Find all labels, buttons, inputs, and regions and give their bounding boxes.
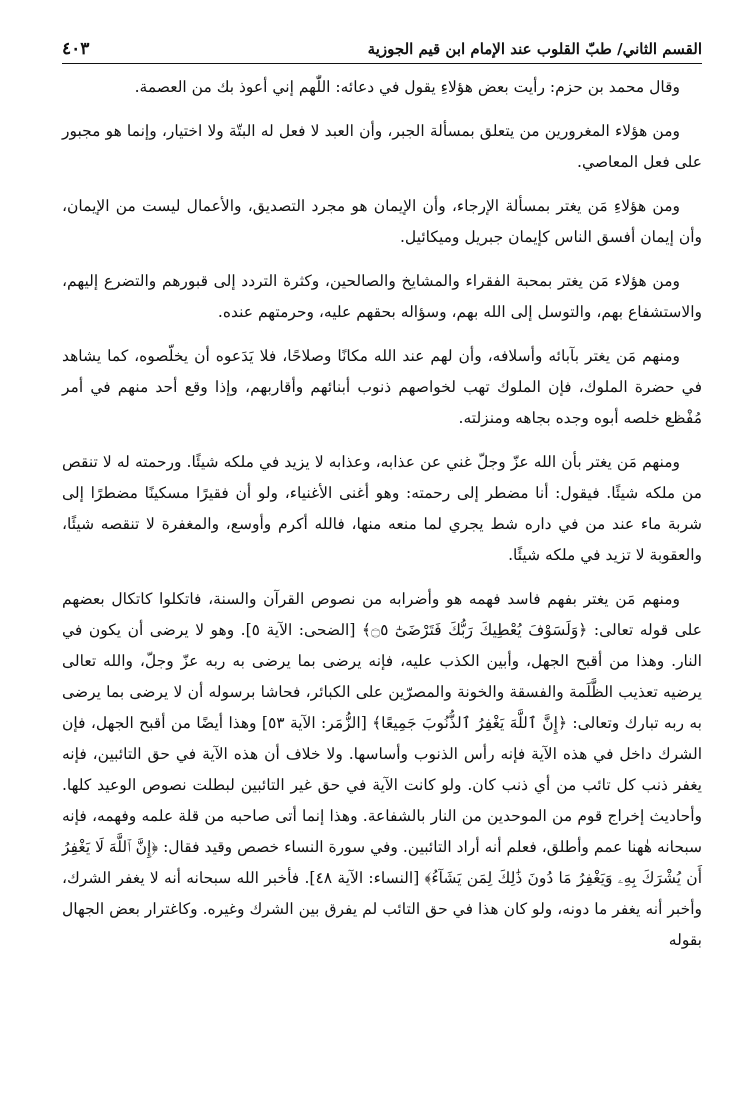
- book-page: [62, 30, 702, 1080]
- paragraph-saints: ومن هؤلاء مَن يغتر بمحبة الفقراء والمشايخ والصالحين، وكثرة التردد إلى قبورهم والتضرع إليهم، والاستشفاع بهم، والتوسل إلى الله بهم، وسؤاله بحقهم عليه، وحرمتهم عنده.: [62, 272, 702, 321]
- paragraph-ancestors: ومنهم مَن يغتر بآبائه وأسلافه، وأن لهم عند الله مكانًا وصلاحًا، فلا يَدَعوه أن يخلّصوه، كما يشاهد في حضرة الملوك، فإن الملوك تهب لخواصهم ذنوب أبنائهم وأقاربهم، وإذا وقع أحد منهم في أمر مُفْظع خلصه أبوه وجده بجاهه ومنزلته.: [62, 347, 702, 427]
- paragraph-ibn-hazm: وقال محمد بن حزم: رأيت بعض هؤلاءِ يقول في دعائه: اللّٰهم إني أعوذ بك من العصمة.: [134, 78, 680, 96]
- paragraph-misunderstanding: ومنهم مَن يغتر بفهم فاسد فهمه هو وأضرابه من نصوص القرآن والسنة، فاتكلوا كاتكال بعضهم على قوله تعالى: ﴿وَلَسَوْفَ يُعْطِيكَ رَبُّكَ فَتَرْضَىٰٓ ۝٥﴾ [الضحى: الآية ٥]. وهو لا يرضى أن يكون في النار. وهذا من أقبح الجهل، وأبين الكذب عليه، فإنه يرضى بما يرضى به ربه عزّ وجلّ، والله تعالى يرضيه تعذيب الظَّلَمة والفسقة والخونة والمصرّين على الكبائر، فحاشا برسوله أن لا يرضى بما يرضى به ربه تبارك وتعالى: ﴿إِنَّ ٱللَّهَ يَغْفِرُ ٱلذُّنُوبَ جَمِيعًا﴾ [الزُّمَر: الآية ٥٣] وهذا أيضًا من أقبح الجهل، فإن الشرك داخل في هذه الآية فإنه رأس الذنوب وأساسها. ولا خلاف أن هذه الآية في حق التائبين، فإنه يغفر ذنب كل تائب من أي ذنب كان. ولو كانت الآية في حق غير التائبين لبطلت نصوص الوعيد كلها. وأحاديث إخراج قوم من الموحدين من النار بالشفاعة. وهذا إنما أتى صاحبه من قلة علمه وفهمه، فإنه سبحانه هٰهنا عمم وأطلق، فعلم أنه أراد التائبين. وفي سورة النساء خصص وقيد فقال: ﴿إِنَّ ٱللَّهَ لَا يَغْفِرُ أَن يُشْرَكَ بِهِۦ وَيَغْفِرُ مَا دُونَ ذَٰلِكَ لِمَن يَشَآءُ﴾ [النساء: الآية ٤٨]. فأخبر الله سبحانه أنه لا يغفر الشرك، وأخبر أنه يغفر ما دونه، ولو كان هذا في حق التائب لم يفرق بين الشرك وغيره. وكاغترار بعض الجهال بقوله: [62, 590, 702, 949]
- page-header: [62, 30, 702, 64]
- paragraph-divine-riches: ومنهم مَن يغتر بأن الله عزّ وجلّ غني عن عذابه، وعذابه لا يزيد في ملكه شيئًا. ورحمته له لا تنقص من ملكه شيئًا. فيقول: أنا مضطر إلى رحمته: وهو أغنى الأغنياء، ولو أن فقيرًا مسكينًا مضطرًا إلى شربة ماء عند من في داره شط يجري لما منعه منها، فالله أكرم وأوسع، والمغفرة لا تنقصه شيئًا، والعقوبة لا تزيد في ملكه شيئًا.: [62, 453, 702, 564]
- paragraph-irja: ومن هؤلاءِ مَن يغتر بمسألة الإرجاء، وأن الإيمان هو مجرد التصديق، والأعمال ليست من الإيمان، وأن إيمان أفسق الناس كإيمان جبريل وميكائيل.: [62, 197, 702, 246]
- paragraph-jabr: ومن هؤلاء المغرورين من يتعلق بمسألة الجبر، وأن العبد لا فعل له البتّة ولا اختيار، وإنما هو مجبور على فعل المعاصي.: [62, 122, 702, 171]
- running-title: القسم الثاني/ طبّ القلوب عند الإمام ابن قيم الجوزية: [367, 40, 702, 58]
- page-number: ٤٠٣: [62, 39, 90, 59]
- page-body: [62, 72, 702, 956]
